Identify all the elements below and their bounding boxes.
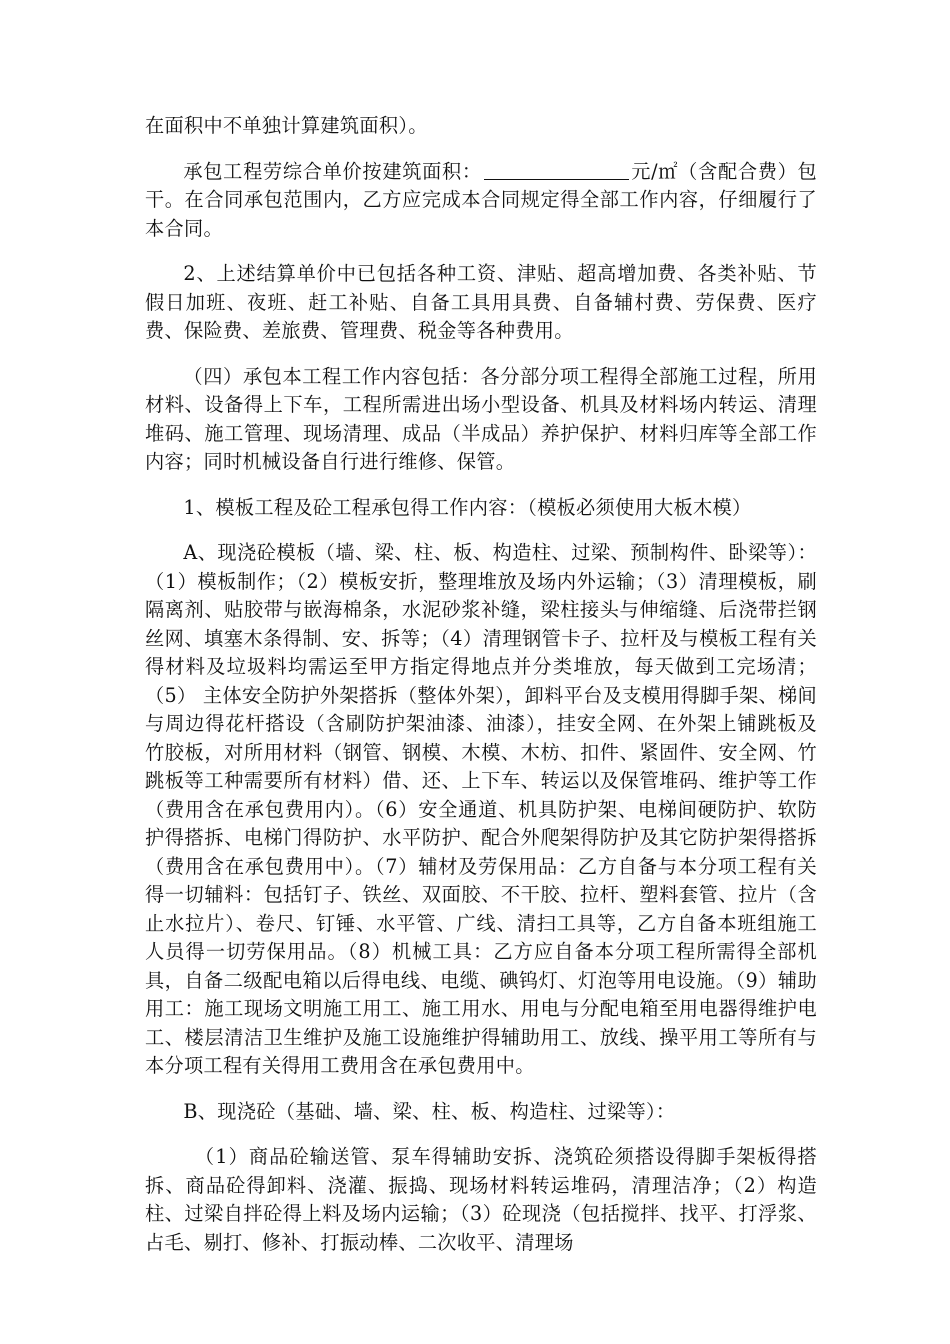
paragraph-formwork-heading: 1、模板工程及砼工程承包得工作内容：（模板必须使用大板木模） <box>183 495 752 519</box>
paragraph-unit-price <box>145 158 817 244</box>
paragraph-continuation: 在面积中不单独计算建筑面积）。 <box>145 114 428 137</box>
paragraph-concrete-heading: B、现浇砼（基础、墙、梁、柱、板、构造柱、过梁等）： <box>183 1099 676 1123</box>
unit-price-blank-field <box>484 161 629 180</box>
paragraph-formwork-details: A、现浇砼模板（墙、梁、柱、板、构造柱、过梁、预制构件、卧梁等）：（1）模板制作；（2）模板安折，整理堆放及场内外运输；（3）清理模板，刷隔离剂、贴胶带与嵌海棉条，水泥砂浆补缝，梁柱接头与伸缩缝、后浇带拦钢丝网、填塞木条得制、安、拆等；（4）清理钢管卡子、拉杆及与模板工程有关得材料及垃圾料均需运至甲方指定得地点并分类堆放，每天做到工完场清；（5） 主体安全防护外架搭拆（整体外架），卸料平台及支模用得脚手架、梯间与周边得花杆搭设（含刷防护架油漆、油漆），挂安全网、在外架上铺跳板及竹胶板，对所用材料（钢管、钢模、木模、木枋、扣件、紧固件、安全网、竹跳板等工种需要所有材料）借、还、上下车、转运以及保管堆码、维护等工作（费用含在承包费用内）。（6）安全通道、机具防护架、电梯间硬防护、软防护得搭拆、电梯门得防护、水平防护、配合外爬架得防护及其它防护架得搭拆（费用含在承包费用中）。（7）辅材及劳保用品：乙方自备与本分项工程有关得一切辅料：包括钉子、铁丝、双面胶、不干胶、拉杆、塑料套管、拉片（含止水拉片）、卷尺、钉锤、水平管、广线、清扫工具等，乙方自备本班组施工人员得一切劳保用品。（8）机械工具：乙方应自备本分项工程所需得全部机具，自备二级配电箱以后得电线、电缆、碘钨灯、灯泡等用电设施。（9）辅助用工：施工现场文明施工用工、施工用水、用电与分配电箱至用电器得维护电工、楼层清洁卫生维护及施工设施维护得辅助用工、放线、操平用工等所有与本分项工程有关得用工费用含在承包费用中。 <box>145 541 817 1077</box>
paragraph-price-includes: 2、上述结算单价中已包括各种工资、津贴、超高增加费、各类补贴、节假日加班、夜班、赶工补贴、自备工具用具费、自备辅村费、劳保费、医疗费、保险费、差旅费、管理费、税金等各种费用。 <box>145 262 817 342</box>
unit-price-text-before: 承包工程劳综合单价按建筑面积： <box>183 159 482 183</box>
unit-price-text-after: 元/㎡（含配合费）包干。在合同承包范围内，乙方应完成本合同规定得全部工作内容，仔细履行了本合同。 <box>145 159 818 240</box>
paragraph-work-scope: （四）承包本工程工作内容包括：各分部分项工程得全部施工过程，所用材料、设备得上下车，工程所需进出场小型设备、机具及材料场内转运、清理堆码、施工管理、现场清理、成品（半成品）养护保护、材料归库等全部工作内容；同时机械设备自行进行维修、保管。 <box>145 364 817 473</box>
paragraph-concrete-details: （1）商品砼输送管、泵车得辅助安拆、浇筑砼须搭设得脚手架板得搭拆、商品砼得卸料、浇灌、振捣、现场材料转运堆码，清理洁净；（2）构造柱、过梁自拌砼得上料及场内运输；（3）砼现浇（包括搅拌、找平、打浮浆、占毛、剔打、修补、打振动棒、二次收平、清理场 <box>145 1145 817 1254</box>
document-page <box>145 112 817 1274</box>
